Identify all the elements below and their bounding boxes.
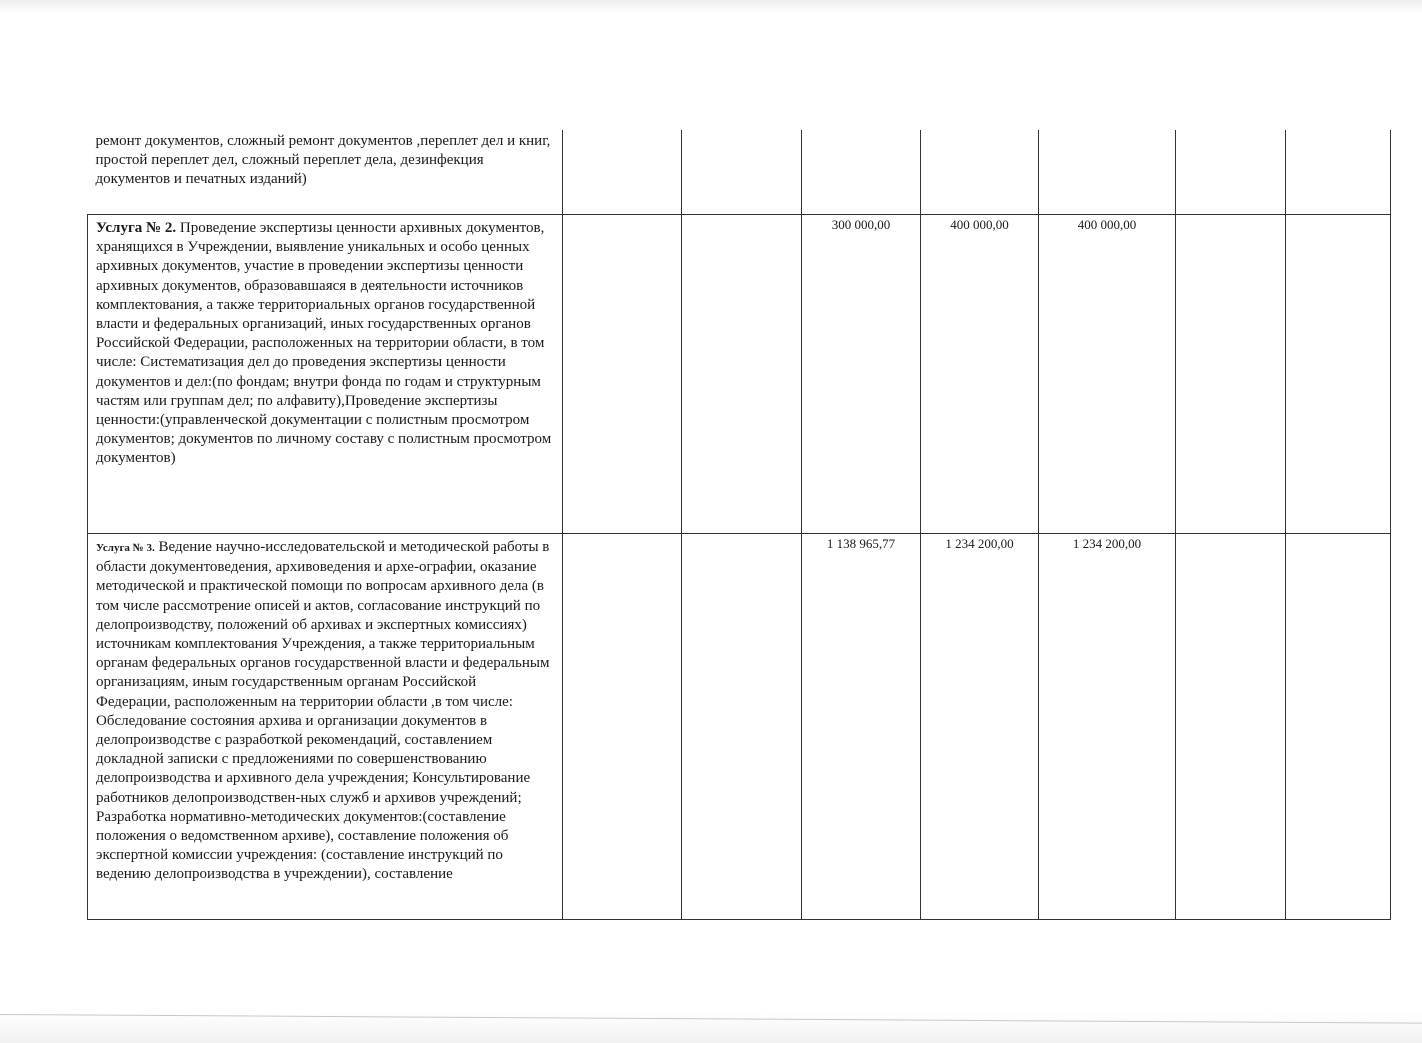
value-cell xyxy=(1176,534,1286,920)
service-description-cell xyxy=(88,534,563,920)
value-cell xyxy=(802,130,921,215)
value-cell xyxy=(682,130,802,215)
value-cell xyxy=(1286,534,1391,920)
value-cell xyxy=(1286,215,1391,534)
service-description: ремонт документов, сложный ремонт документов ,переплет дел и книг, простой переплет дел, сложный переплет дела, дезинфекция документов и печатных изданий) xyxy=(95,133,551,188)
service-title: Услуга № 3. xyxy=(96,542,155,554)
value-cell xyxy=(921,215,1039,534)
value-cell xyxy=(1286,130,1391,215)
table-row xyxy=(88,130,1391,215)
value-cell xyxy=(563,215,682,534)
value-cell xyxy=(682,215,802,534)
service-description-cell xyxy=(88,215,563,534)
value-cell xyxy=(921,534,1039,920)
value-cell xyxy=(1039,534,1176,920)
value-cell xyxy=(1039,130,1176,215)
value-cell xyxy=(1176,130,1286,215)
table-row xyxy=(88,534,1391,920)
service-title: Услуга № 2. xyxy=(96,220,177,236)
value-cell xyxy=(563,130,682,215)
value-cell xyxy=(563,534,682,920)
amount-value: 400 000,00 xyxy=(1077,217,1137,232)
amount-value: 1 138 965,77 xyxy=(826,536,896,551)
service-description: Ведение научно-исследовательской и методической работы в области документоведения, архивоведения и архе-ографии, оказание методической и практической помощи по вопросам архивного дела (в том числе рассмотрение описей и актов, согласование инструкций по делопроизводству, положений об архивах и экспертных комиссиях) источникам комплектования Учреждения, а также территориальным органам федеральных органов государственной власти и федеральным организациям, иным государственным органам Российской Федерации, расположенным на территории области ,в том числе: Обследование состояния архива и организации документов в делопроизводстве с разработкой рекомендаций, составлением докладной записки с предложениями по совершенствованию делопроизводства и архивного дела учреждения; Консультирование работников делопроизводствен-ных служб и архивов учреждений; Разработка нормативно-методических документов:(составление положения о ведомственном архиве), составление положения об экспертной комиссии учреждения: (составление инструкций по ведению делопроизводства в учреждении), составление xyxy=(96,539,550,883)
value-cell xyxy=(921,130,1039,215)
value-cell xyxy=(802,534,921,920)
scan-bottom-shadow xyxy=(0,1012,1422,1043)
value-cell xyxy=(682,534,802,920)
value-cell xyxy=(1176,215,1286,534)
value-cell xyxy=(802,215,921,534)
value-cell xyxy=(1039,215,1176,534)
amount-value: 1 234 200,00 xyxy=(1072,536,1142,551)
amount-value: 400 000,00 xyxy=(950,217,1009,232)
amount-value: 300 000,00 xyxy=(831,217,891,232)
services-table xyxy=(87,130,1391,920)
amount-value: 1 234 200,00 xyxy=(945,536,1014,551)
service-description-cell xyxy=(88,130,563,215)
scan-top-shadow xyxy=(0,0,1422,14)
table-row xyxy=(88,215,1391,534)
service-description: Проведение экспертизы ценности архивных документов, хранящихся в Учреждении, выявление уникальных и особо ценных архивных документов, участие в проведении экспертизы ценности архивных документов, образовавшаяся в деятельности источников комплектования, а также территориальных органов государственной власти и федеральных организаций, иных государственных органов Российской Федерации, расположенных на территории области, в том числе: Систематизация дел до проведения экспертизы ценности документов и дел:(по фондам; внутри фонда по годам и структурным частям или группам дел; по алфавиту),Проведение экспертизы ценности:(управленческой документации с полистным просмотром документов; документов по личному составу с полистным просмотром документов) xyxy=(96,220,552,467)
